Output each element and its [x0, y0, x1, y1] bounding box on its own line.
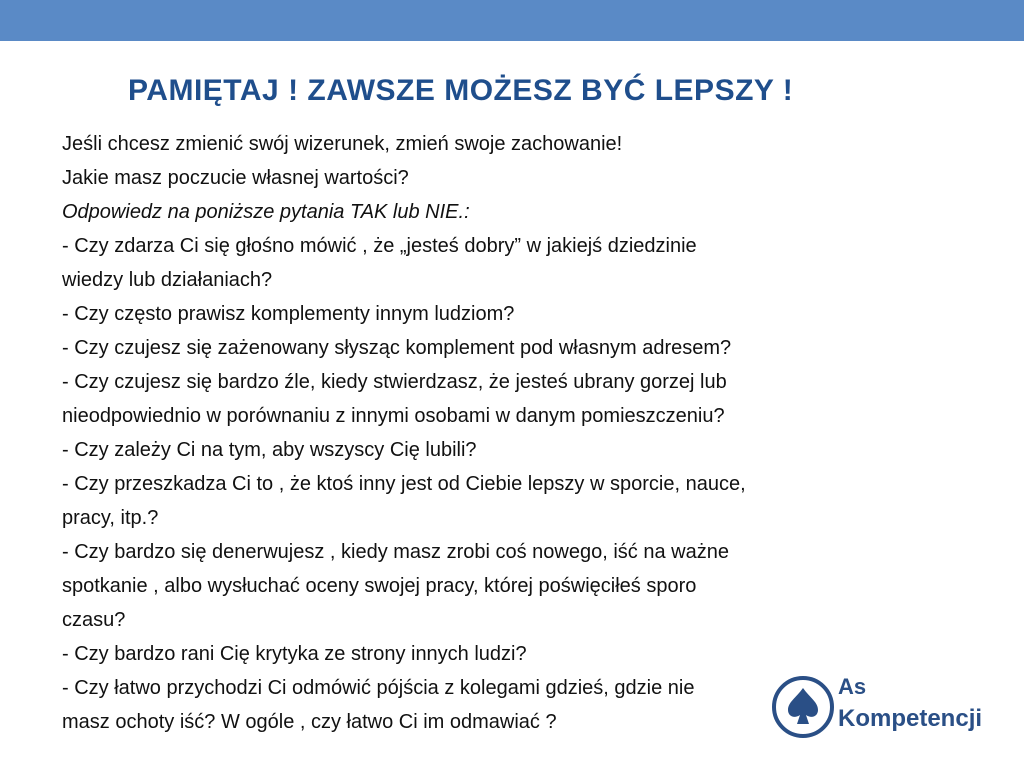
body-line: - Czy łatwo przychodzi Ci odmówić pójścia z kolegami gdzieś, gdzie nie — [62, 677, 695, 699]
body-line: Jakie masz poczucie własnej wartości? — [62, 167, 409, 189]
ace-of-spades-icon — [770, 674, 836, 740]
body-line-instruction: Odpowiedz na poniższe pytania TAK lub NIE.: — [62, 201, 470, 223]
body-line: spotkanie , albo wysłuchać oceny swojej pracy, której poświęciłeś sporo — [62, 575, 697, 597]
as-kompetencji-logo — [770, 672, 1000, 742]
top-band — [0, 0, 1024, 41]
body-line: nieodpowiednio w porównaniu z innymi osobami w danym pomieszczeniu? — [62, 405, 725, 427]
body-line: czasu? — [62, 609, 126, 631]
body-line: pracy, itp.? — [62, 507, 159, 529]
body-line: - Czy czujesz się bardzo źle, kiedy stwierdzasz, że jesteś ubrany gorzej lub — [62, 371, 727, 393]
body-line: masz ochoty iść? W ogóle , czy łatwo Ci im odmawiać ? — [62, 711, 557, 733]
body-line: - Czy bardzo się denerwujesz , kiedy masz zrobi coś nowego, iść na ważne — [62, 541, 729, 563]
body-line: wiedzy lub działaniach? — [62, 269, 273, 291]
slide-title: PAMIĘTAJ ! ZAWSZE MOŻESZ BYĆ LEPSZY ! — [128, 74, 794, 107]
body-line: - Czy przeszkadza Ci to , że ktoś inny jest od Ciebie lepszy w sporcie, nauce, — [62, 473, 746, 495]
logo-prefix: As — [838, 674, 867, 699]
body-line: - Czy zależy Ci na tym, aby wszyscy Cię lubili? — [62, 439, 477, 461]
body-line: - Czy czujesz się zażenowany słysząc komplement pod własnym adresem? — [62, 337, 732, 359]
logo-name: Kompetencji — [838, 705, 983, 732]
body-line: Jeśli chcesz zmienić swój wizerunek, zmień swoje zachowanie! — [62, 133, 623, 155]
body-line: - Czy bardzo rani Cię krytyka ze strony innych ludzi? — [62, 643, 527, 665]
slide-body — [62, 127, 992, 739]
body-line: - Czy zdarza Ci się głośno mówić , że „jesteś dobry” w jakiejś dziedzinie — [62, 235, 697, 257]
body-line: - Czy często prawisz komplementy innym ludziom? — [62, 303, 515, 325]
